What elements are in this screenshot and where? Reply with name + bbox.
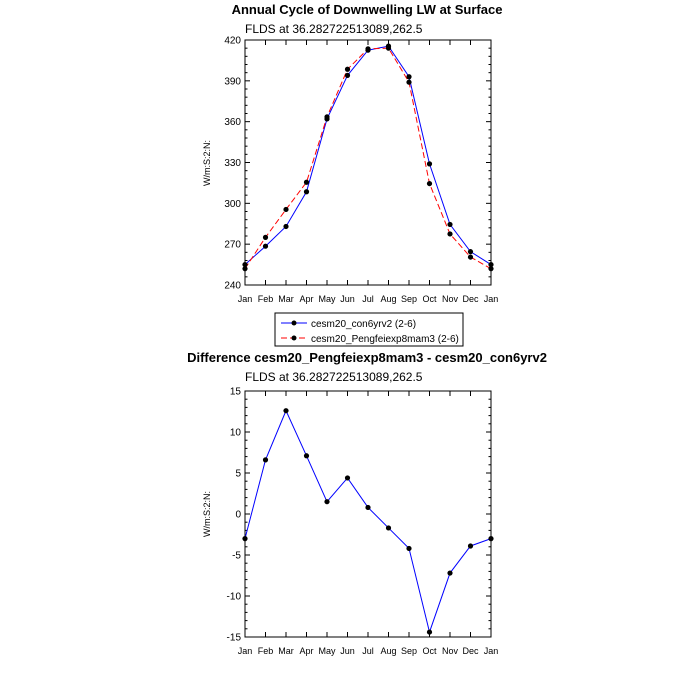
chart2-ytick-label: -15 xyxy=(226,632,241,644)
chart1-series-1-point xyxy=(447,222,452,227)
chart2-series-1-point xyxy=(447,570,452,575)
chart1-series-2-point xyxy=(406,80,411,85)
chart2-series-1-point xyxy=(468,543,473,548)
annual-cycle-chart xyxy=(202,2,502,304)
chart1-series-1-point xyxy=(406,74,411,79)
chart2-ylabel: W/m:S:2:N: xyxy=(202,490,212,538)
chart1-series xyxy=(242,44,493,272)
difference-chart xyxy=(187,350,547,656)
chart1-y-axis xyxy=(224,36,491,292)
chart1-xtick-label: Nov xyxy=(441,294,459,304)
chart2-xtick-label: Dec xyxy=(462,646,479,656)
chart1-xtick-label: Jul xyxy=(362,294,374,304)
chart1-xtick-label: Dec xyxy=(462,294,479,304)
chart1-title: Annual Cycle of Downwelling LW at Surface xyxy=(231,2,503,17)
chart1-series-2-point xyxy=(304,180,309,185)
chart1-series-2-point xyxy=(468,254,473,259)
chart2-xtick-label: Jul xyxy=(362,646,374,656)
chart2-plot-frame xyxy=(245,391,491,637)
chart1-x-axis xyxy=(238,40,499,304)
chart2-xtick-label: Mar xyxy=(278,646,294,656)
chart1-series-2-point xyxy=(283,207,288,212)
chart1-ytick-label: 360 xyxy=(224,117,241,129)
chart2-series-1-point xyxy=(406,546,411,551)
chart1-xtick-label: Oct xyxy=(422,294,437,304)
chart2-xtick-label: May xyxy=(318,646,336,656)
chart2-series-1-point xyxy=(427,629,432,634)
chart2-xtick-label: Jun xyxy=(340,646,355,656)
chart1-xtick-label: Mar xyxy=(278,294,294,304)
chart2-ytick-label: 0 xyxy=(235,509,241,521)
chart1-series-1-point xyxy=(468,249,473,254)
chart2-xtick-label: Jan xyxy=(237,646,253,656)
chart1-ytick-label: 240 xyxy=(224,280,241,292)
chart1-ytick-label: 270 xyxy=(224,239,241,251)
chart1-subtitle: FLDS at 36.282722513089,262.5 xyxy=(245,22,423,36)
chart2-xtick-label: Nov xyxy=(441,646,459,656)
chart2-xtick-label: Aug xyxy=(380,646,397,656)
chart2-ytick-label: 5 xyxy=(235,468,241,480)
chart2-x-axis xyxy=(238,391,499,656)
legend-marker-series-1 xyxy=(292,321,297,326)
chart1-plot-frame xyxy=(245,40,491,285)
chart1-ylabel: W/m:S:2:N: xyxy=(202,139,212,187)
chart2-series-1-point xyxy=(283,408,288,413)
chart1-series-1-point xyxy=(427,161,432,166)
legend-marker-series-2 xyxy=(292,336,297,341)
chart1-series-1-point xyxy=(283,224,288,229)
chart2-series-1-point xyxy=(242,536,247,541)
chart1-legend xyxy=(275,313,463,346)
chart1-series-2-point xyxy=(427,181,432,186)
chart1-series-2-point xyxy=(386,46,391,51)
chart1-series-2-point xyxy=(263,235,268,240)
chart1-xtick-label: Sep xyxy=(400,294,418,304)
chart1-ytick-label: 420 xyxy=(224,35,241,47)
chart1-series-2-point xyxy=(488,266,493,271)
chart1-xtick-label: Jun xyxy=(340,294,355,304)
chart1-series-2-point xyxy=(324,114,329,119)
chart1-xtick-label: Feb xyxy=(257,294,274,304)
legend-label-series-2: cesm20_Pengfeiexp8mam3 (2-6) xyxy=(311,334,459,345)
chart1-xtick-label: May xyxy=(318,294,336,304)
chart1-series-2-point xyxy=(447,231,452,236)
chart2-subtitle: FLDS at 36.282722513089,262.5 xyxy=(245,370,423,384)
chart2-series xyxy=(242,408,493,635)
chart1-series-1-point xyxy=(263,244,268,249)
chart1-series-1-point xyxy=(345,73,350,78)
chart1-ytick-label: 300 xyxy=(224,198,241,210)
chart2-ytick-label: -10 xyxy=(226,591,241,603)
chart1-series-1-line xyxy=(245,46,491,264)
chart1-series-2-point xyxy=(365,46,370,51)
chart2-y-axis xyxy=(227,387,491,644)
chart2-series-1-point xyxy=(488,536,493,541)
chart2-series-1-point xyxy=(386,525,391,530)
chart1-series-2-line xyxy=(245,48,491,269)
chart2-series-1-point xyxy=(304,453,309,458)
chart1-xtick-label: Apr xyxy=(299,294,314,304)
chart2-xtick-label: Feb xyxy=(257,646,274,656)
chart1-xtick-label: Aug xyxy=(380,294,397,304)
chart2-xtick-label: Jan xyxy=(483,646,499,656)
chart2-series-1-point xyxy=(263,457,268,462)
chart2-xtick-label: Oct xyxy=(422,646,437,656)
chart2-ytick-label: 10 xyxy=(229,427,241,439)
chart2-series-1-point xyxy=(324,499,329,504)
chart1-series-2-point xyxy=(345,67,350,72)
chart2-xtick-label: Sep xyxy=(400,646,418,656)
chart1-series-2-point xyxy=(242,266,247,271)
chart2-series-1-line xyxy=(245,411,491,632)
legend-label-series-1: cesm20_con6yrv2 (2-6) xyxy=(311,319,417,330)
chart2-series-1-point xyxy=(365,505,370,510)
chart1-ytick-label: 390 xyxy=(224,76,241,88)
chart1-xtick-label: Jan xyxy=(483,294,499,304)
chart2-xtick-label: Apr xyxy=(299,646,314,656)
chart1-series-1-point xyxy=(304,189,309,194)
chart1-xtick-label: Jan xyxy=(237,294,253,304)
chart1-ytick-label: 330 xyxy=(224,158,241,169)
chart2-title: Difference cesm20_Pengfeiexp8mam3 - cesm20_con6yrv2 xyxy=(187,350,547,365)
chart2-ytick-label: 15 xyxy=(229,386,241,398)
chart2-series-1-point xyxy=(345,475,350,480)
chart2-ytick-label: -5 xyxy=(232,550,241,562)
